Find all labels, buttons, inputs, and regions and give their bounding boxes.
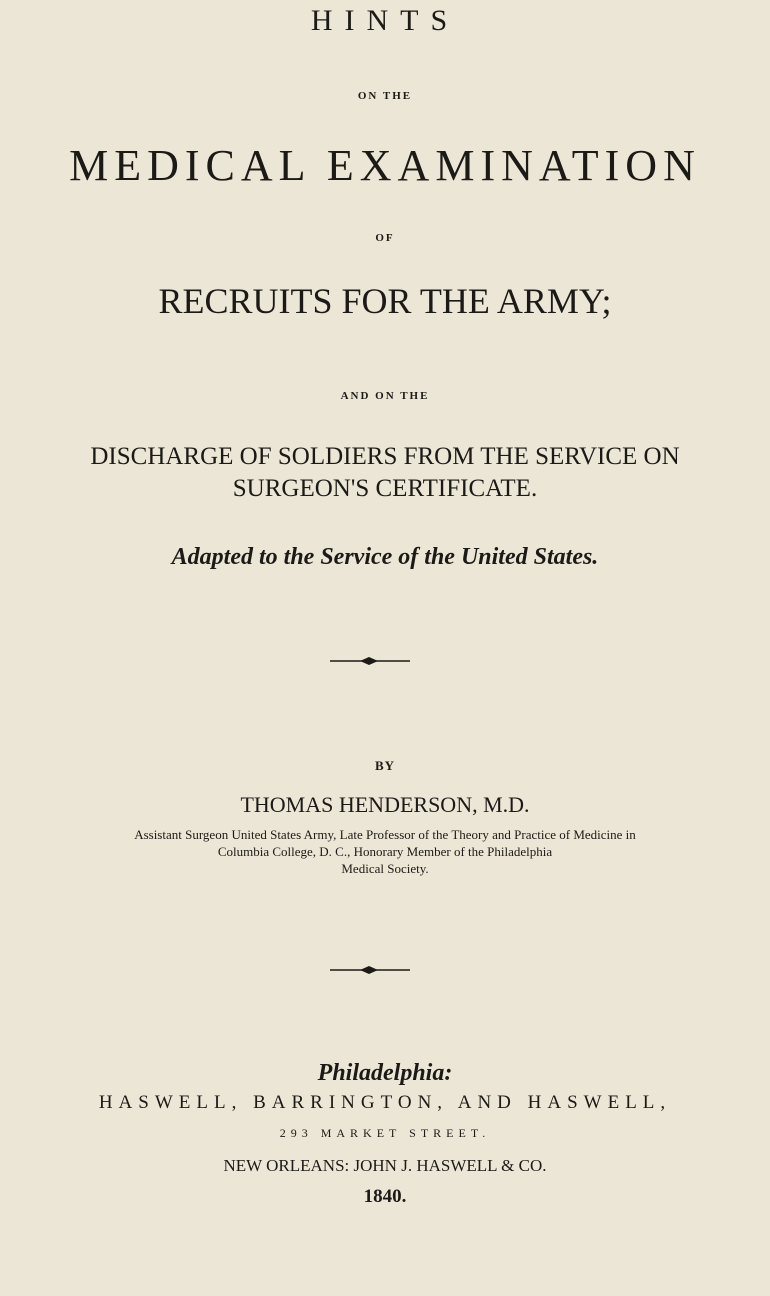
heading-hints: HINTS <box>310 4 460 37</box>
author-affiliation <box>0 826 770 877</box>
affiliation-line-2: Columbia College, D. C., Honorary Member of the Philadelphia <box>217 844 553 859</box>
by-text: BY <box>374 758 396 773</box>
affiliation-line-3: Medical Society. <box>341 861 429 876</box>
imprint-city: Philadelphia: <box>317 1060 453 1086</box>
author-name: THOMAS HENDERSON, M.D. <box>240 792 530 817</box>
ornament-divider-icon <box>330 964 410 976</box>
discharge-line-1: DISCHARGE OF SOLDIERS FROM THE SERVICE ON <box>90 443 680 470</box>
on-the-text: ON THE <box>357 90 413 102</box>
discharge-title <box>0 441 770 505</box>
title-medical-examination: MEDICAL EXAMINATION <box>69 141 701 190</box>
and-on-the-text: AND ON THE <box>340 390 430 402</box>
imprint-address: 293 MARKET STREET. <box>279 1126 491 1140</box>
imprint-new-orleans: NEW ORLEANS: JOHN J. HASWELL & CO. <box>223 1156 547 1175</box>
adapted-subtitle: Adapted to the Service of the United States. <box>171 544 599 570</box>
imprint-publisher: HASWELL, BARRINGTON, AND HASWELL, <box>98 1092 672 1113</box>
discharge-line-2: SURGEON'S CERTIFICATE. <box>232 475 538 502</box>
affiliation-line-1: Assistant Surgeon United States Army, Late Professor of the Theory and Practice of Medicine in <box>134 827 636 842</box>
ornament-divider-icon <box>330 655 410 667</box>
title-recruits: RECRUITS FOR THE ARMY; <box>158 281 612 321</box>
of-text: OF <box>375 232 395 244</box>
imprint-year: 1840. <box>363 1186 407 1207</box>
